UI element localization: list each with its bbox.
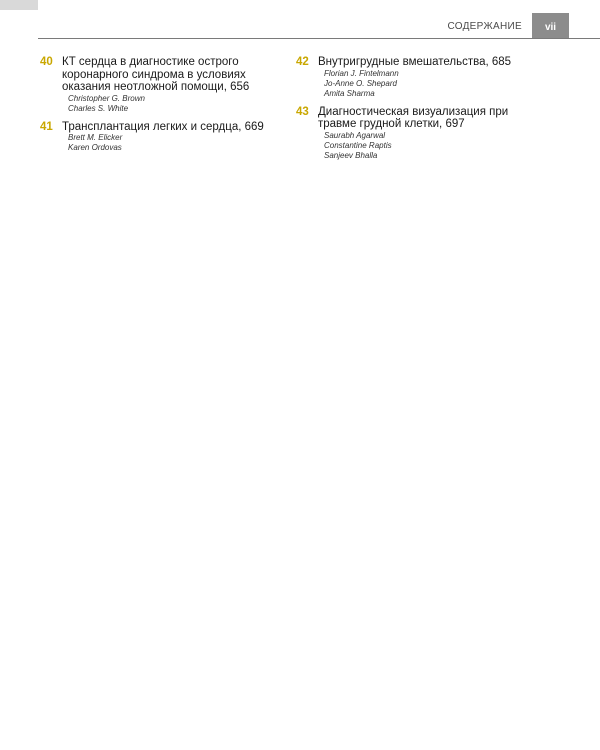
chapter-author: Amita Sharma (324, 88, 375, 98)
chapter-title-line: Диагностическая визуализация при (318, 105, 509, 118)
header-rule (38, 38, 600, 39)
chapter-number: 42 (296, 56, 309, 68)
chapter-author: Saurabh Agarwal (324, 130, 386, 140)
chapter-title-line: коронарного синдрома в условиях (62, 68, 246, 81)
chapter-author: Christopher G. Brown (68, 93, 145, 103)
chapter-number: 40 (40, 56, 53, 68)
toc-entry-43 (296, 106, 536, 161)
toc-entry-40 (40, 56, 280, 114)
chapter-title-line: Внутригрудные вмешательства, 685 (318, 56, 512, 68)
chapter-author: Karen Ordovas (68, 143, 122, 152)
chapter-author: Brett M. Elicker (68, 133, 123, 142)
chapter-number: 41 (40, 120, 53, 133)
toc-column-right (296, 56, 536, 168)
chapter-title-line: травме грудной клетки, 697 (318, 118, 465, 130)
chapter-author: Jo-Anne O. Shepard (324, 78, 397, 88)
running-header-title: СОДЕРЖАНИЕ (447, 21, 522, 32)
page-number-tab: vii (532, 13, 569, 39)
chapter-title-line: оказания неотложной помощи, 656 (62, 81, 250, 93)
chapter-author: Sanjeev Bhalla (324, 150, 378, 160)
chapter-title-line: КТ сердца в диагностике острого (62, 56, 239, 68)
chapter-author: Florian J. Fintelmann (324, 68, 399, 78)
chapter-author: Charles S. White (68, 103, 129, 113)
toc-entry-42 (296, 56, 536, 99)
toc-entry-41 (40, 121, 280, 154)
chapter-number: 43 (296, 105, 309, 118)
scan-edge (0, 0, 38, 10)
chapter-author: Constantine Raptis (324, 140, 392, 150)
chapter-title-line: Трансплантация легких и сердца, 669 (62, 120, 264, 133)
toc-column-left (40, 56, 280, 160)
